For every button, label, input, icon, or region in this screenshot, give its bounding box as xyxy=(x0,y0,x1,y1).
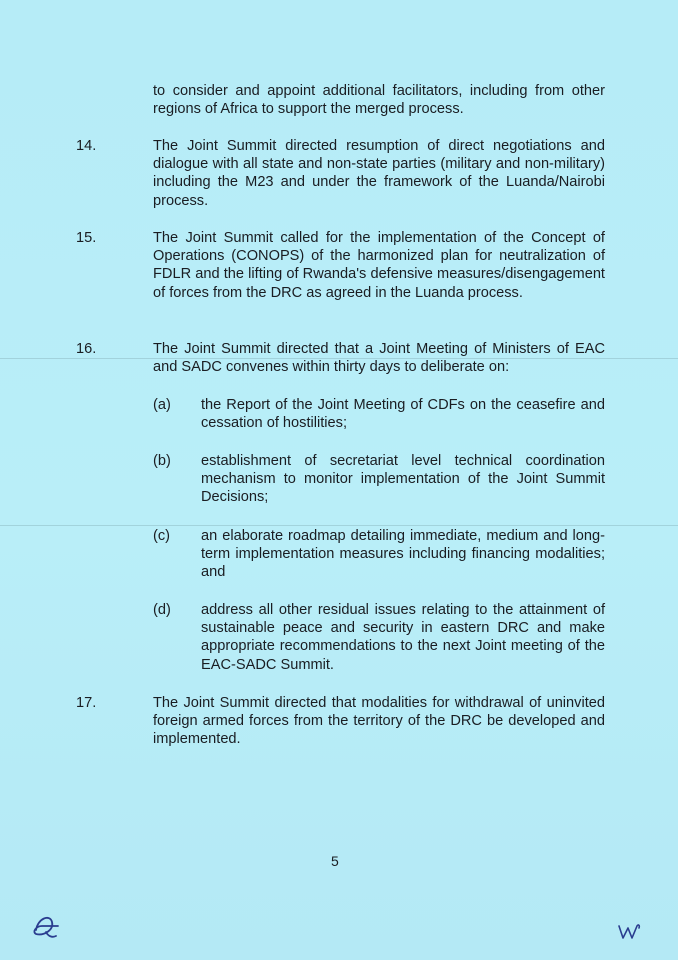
sub-item-label: (c) xyxy=(153,528,171,544)
sub-item-text: establishment of secretariat level technical coordination mechanism to monitor implementation of the Joint Summit Decisions; xyxy=(201,453,605,506)
sub-item-text: address all other residual issues relating to the attainment of sustainable peace and security in eastern DRC and make appropriate recommendations to the next Joint meeting of the EAC-SADC Summit. xyxy=(201,602,605,673)
page-crease xyxy=(0,525,678,526)
sub-item-text: an elaborate roadmap detailing immediate, medium and long-term implementation measures including financing modalities; and xyxy=(201,528,605,581)
paragraph-text: The Joint Summit directed that a Joint Meeting of Ministers of EAC and SADC convenes within thirty days to deliberate on: xyxy=(153,341,605,376)
sub-item-text: the Report of the Joint Meeting of CDFs on the ceasefire and cessation of hostilities; xyxy=(201,397,605,432)
sub-item-label: (d) xyxy=(153,602,171,618)
handwritten-initials-signature xyxy=(617,922,641,942)
handwritten-initials-signature xyxy=(28,908,62,942)
sub-item-label: (b) xyxy=(153,453,171,469)
paragraph-text: The Joint Summit called for the implementation of the Concept of Operations (CONOPS) of the harmonized plan for neutralization of FDLR and the lifting of Rwanda's defensive measures/disengagement of forces from the DRC as agreed in the Luanda process. xyxy=(153,230,605,301)
paragraph-text: The Joint Summit directed that modalities for withdrawal of uninvited foreign armed forces from the territory of the DRC be developed and implemented. xyxy=(153,695,605,748)
paragraph-number: 14. xyxy=(76,138,97,154)
paragraph-number: 17. xyxy=(76,695,97,711)
paragraph-number: 15. xyxy=(76,230,97,246)
page-number: 5 xyxy=(331,853,339,869)
paragraph-text: The Joint Summit directed resumption of direct negotiations and dialogue with all state and non-state parties (military and non-military) including the M23 and under the framework of the Luanda/Nairobi process. xyxy=(153,138,605,209)
sub-item-label: (a) xyxy=(153,397,171,413)
intro-continuation: to consider and appoint additional facilitators, including from other regions of Africa to support the merged process. xyxy=(153,83,605,118)
paragraph-number: 16. xyxy=(76,341,97,357)
